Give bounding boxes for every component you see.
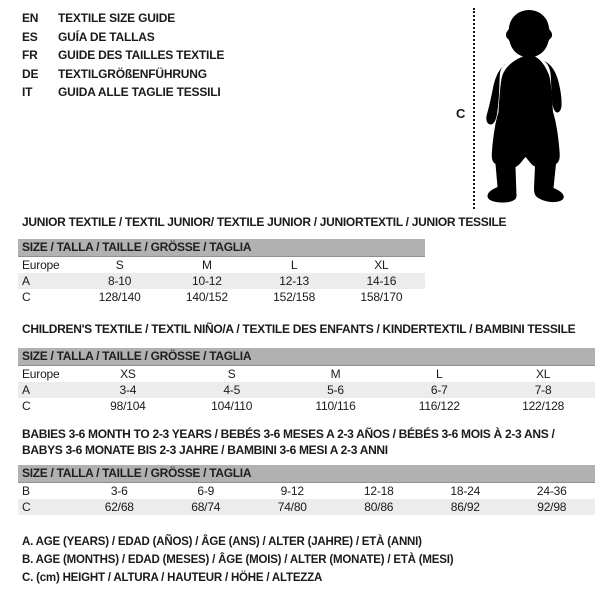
table-cell: 152/158 xyxy=(273,290,316,304)
table-cell: 92/98 xyxy=(537,500,567,514)
row-label: A xyxy=(22,274,30,288)
table-cell: S xyxy=(227,367,236,381)
language-row-it xyxy=(22,83,224,102)
table-cell: 24-36 xyxy=(536,484,567,498)
row-label: A xyxy=(22,383,30,397)
language-row-en xyxy=(22,9,224,28)
table-cell: 158/170 xyxy=(360,290,403,304)
row-label: C xyxy=(22,399,31,413)
table-cell: 3-6 xyxy=(110,484,128,498)
table-cell: M xyxy=(201,258,212,272)
table-row xyxy=(18,289,425,305)
junior-table xyxy=(18,239,425,305)
legend xyxy=(22,533,453,587)
children-table xyxy=(18,348,595,414)
table-cell: 3-4 xyxy=(119,383,137,397)
baby-silhouette-icon xyxy=(484,9,566,205)
row-label: C xyxy=(22,500,31,514)
legend-line-b: B. AGE (MONTHS) / EDAD (MESES) / ÂGE (MOIS) / ALTER (MONATE) / ETÀ (MESI) xyxy=(22,554,454,566)
language-list xyxy=(22,9,224,102)
language-code: IT xyxy=(22,85,33,100)
language-code: FR xyxy=(22,48,38,63)
table-cell: 14-16 xyxy=(366,274,397,288)
language-label: TEXTILGRÖßENFÜHRUNG xyxy=(58,66,207,81)
table-cell: 122/128 xyxy=(522,399,565,413)
babies-table-title xyxy=(22,426,554,458)
language-row-fr xyxy=(22,46,224,65)
row-label: Europe xyxy=(22,367,60,381)
table-cell: 5-6 xyxy=(327,383,344,397)
table-cell: 7-8 xyxy=(534,383,552,397)
table-row xyxy=(18,499,595,515)
table-cell: 18-24 xyxy=(450,484,481,498)
table-cell: 104/110 xyxy=(211,399,253,413)
table-cell: M xyxy=(330,367,341,381)
language-label: GUIDE DES TAILLES TEXTILE xyxy=(58,48,225,63)
table-cell: 86/92 xyxy=(450,500,480,514)
table-cell: 140/152 xyxy=(185,290,228,304)
table-cell: 62/68 xyxy=(104,500,134,514)
row-label: Europe xyxy=(22,258,60,272)
table-cell: 8-10 xyxy=(108,274,132,288)
table-cell: 12-18 xyxy=(363,484,394,498)
table-cell: 116/122 xyxy=(418,399,460,413)
language-row-de xyxy=(22,65,224,84)
table-cell: 110/116 xyxy=(315,399,356,413)
table-cell: L xyxy=(290,258,298,272)
table-row xyxy=(18,483,595,499)
table-row xyxy=(18,398,595,414)
language-label: GUÍA DE TALLAS xyxy=(58,29,155,44)
table-cell: L xyxy=(436,367,443,381)
babies-title-line1: BABIES 3-6 MONTH TO 2-3 YEARS / BEBÉS 3-6 MESES A 2-3 AÑOS / BÉBÉS 3-6 MOIS À 2-3 ANS / xyxy=(22,427,555,441)
language-code: ES xyxy=(22,29,38,44)
table-cell: 10-12 xyxy=(192,274,222,288)
table-cell: 9-12 xyxy=(280,484,304,498)
height-measure-label: C xyxy=(456,106,466,121)
table-cell: 128/140 xyxy=(98,290,141,304)
babies-table xyxy=(18,465,595,515)
height-measure-dotted-line xyxy=(473,8,475,209)
size-header-bar: SIZE / TALLA / TAILLE / GRÖSSE / TAGLIA xyxy=(18,465,595,483)
table-cell: 12-13 xyxy=(279,274,309,288)
table-row xyxy=(18,382,595,398)
table-row xyxy=(18,273,425,289)
table-cell: 98/104 xyxy=(110,399,146,413)
table-cell: 74/80 xyxy=(277,500,307,514)
children-table-title: CHILDREN'S TEXTILE / TEXTIL NIÑO/A / TEXTILE DES ENFANTS / KINDERTEXTIL / BAMBINI TESSILE xyxy=(22,322,576,336)
legend-line-c: C. (cm) HEIGHT / ALTURA / HAUTEUR / HÖHE / ALTEZZA xyxy=(22,572,323,584)
table-cell: 4-5 xyxy=(223,383,241,397)
table-cell: XS xyxy=(120,367,136,381)
table-cell: S xyxy=(115,258,124,272)
size-header-bar: SIZE / TALLA / TAILLE / GRÖSSE / TAGLIA xyxy=(18,348,595,366)
table-row xyxy=(18,257,425,273)
language-code: DE xyxy=(22,66,39,81)
table-cell: 80/86 xyxy=(364,500,394,514)
table-cell: 6-7 xyxy=(430,383,448,397)
table-row xyxy=(18,366,595,382)
language-row-es xyxy=(22,28,224,47)
table-cell: XL xyxy=(535,367,551,381)
row-label: B xyxy=(22,484,30,498)
language-code: EN xyxy=(22,11,39,25)
language-label: GUIDA ALLE TAGLIE TESSILI xyxy=(58,85,221,100)
table-cell: XL xyxy=(374,258,389,272)
table-cell: 6-9 xyxy=(197,484,215,498)
legend-line-a: A. AGE (YEARS) / EDAD (AÑOS) / ÂGE (ANS) / ALTER (JAHRE) / ETÀ (ANNI) xyxy=(22,536,422,548)
table-cell: 68/74 xyxy=(191,500,221,514)
junior-table-title: JUNIOR TEXTILE / TEXTIL JUNIOR/ TEXTILE JUNIOR / JUNIORTEXTIL / JUNIOR TESSILE xyxy=(22,215,507,229)
babies-title-line2: BABYS 3-6 MONATE BIS 2-3 JAHRE / BAMBINI 3-6 MESI A 2-3 ANNI xyxy=(22,443,388,457)
language-label: TEXTILE SIZE GUIDE xyxy=(58,11,176,25)
size-header-bar: SIZE / TALLA / TAILLE / GRÖSSE / TAGLIA xyxy=(18,239,425,257)
row-label: C xyxy=(22,290,31,304)
